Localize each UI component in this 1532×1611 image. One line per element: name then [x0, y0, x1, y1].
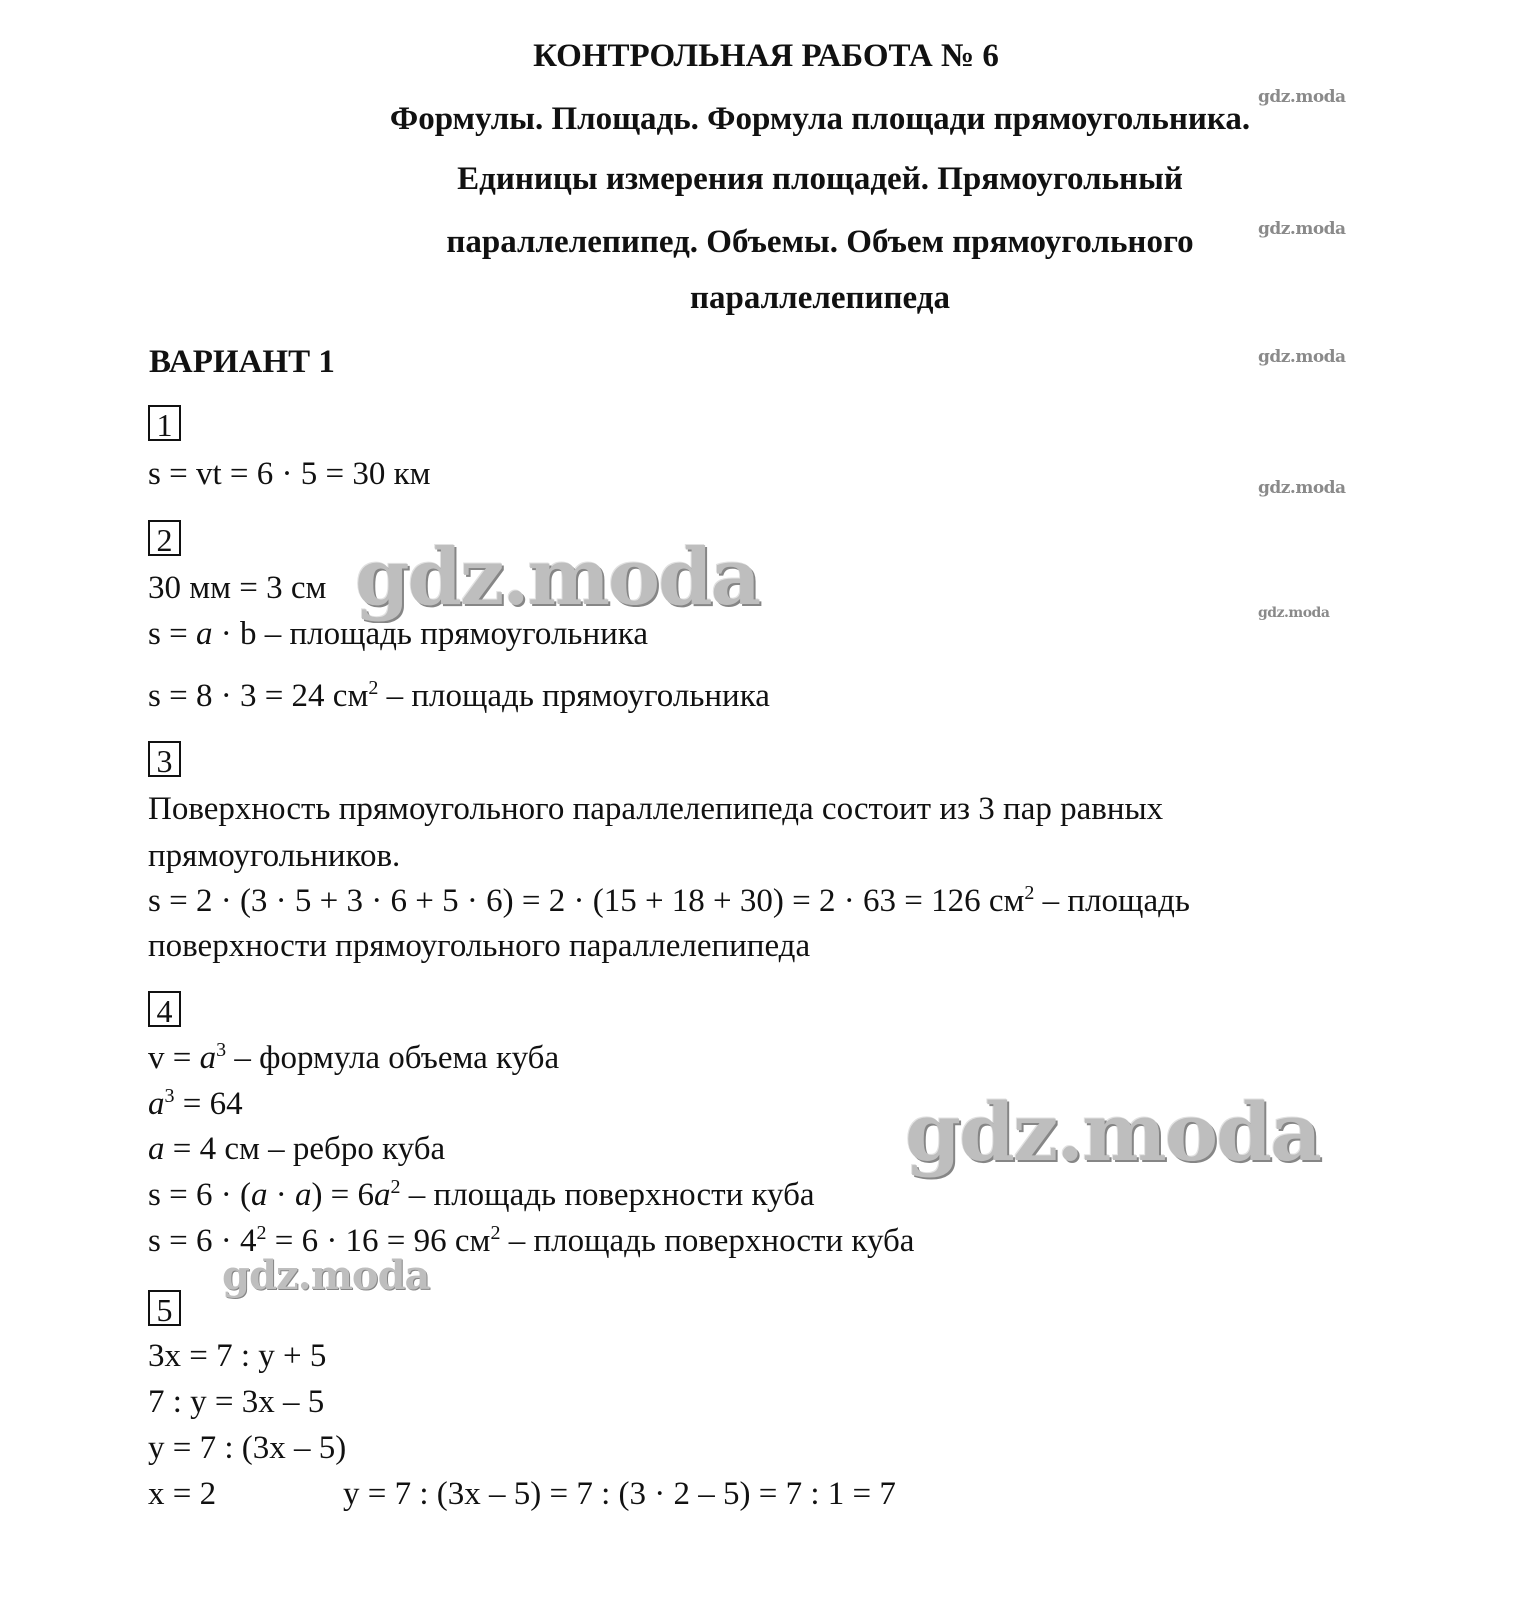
task4-line-4: $s = 6 \cdot (a \cdot a) = 6a^2$ – площадь поверхности куба — [148, 1176, 815, 1213]
task5-line-3: y = 7 : (3x – 5) — [148, 1430, 347, 1466]
task3-line-3: s = 2 · (3 · 5 + 3 · 6 + 5 · 6) = 2 · (15 + 18 + 30) = 2 · 63 = 126 $см^2$ – площадь — [148, 882, 1190, 919]
subtitle-line-4: параллелепипеда — [690, 280, 950, 316]
task1-line-1: s = vt = 6 · 5 = 30 км — [148, 456, 431, 492]
task4-line-2: $a^3 = 64$ — [148, 1085, 243, 1122]
task3-line-2: прямоугольников. — [148, 838, 401, 874]
watermark-small: gdz.moda — [1258, 219, 1346, 239]
watermark-large: gdz.moda — [355, 532, 760, 623]
task5-line-2: 7 : y = 3x – 5 — [148, 1384, 325, 1420]
document-title: КОНТРОЛЬНАЯ РАБОТА № 6 — [533, 38, 999, 74]
task3-line-4: поверхности прямоугольного параллелепипеда — [148, 928, 811, 964]
task5-line-1: 3x = 7 : y + 5 — [148, 1338, 327, 1374]
task-number-5: 5 — [148, 1290, 181, 1326]
task2-line-1: 30 мм = 3 см — [148, 570, 327, 606]
watermark-small: gdz.moda — [1258, 605, 1330, 621]
task5-line-4b: y = 7 : (3x – 5) = 7 : (3 · 2 – 5) = 7 : 1 = 7 — [343, 1476, 896, 1512]
variant-heading: ВАРИАНТ 1 — [149, 344, 335, 380]
task-number-2: 2 — [148, 520, 181, 556]
task4-line-5: $s = 6 \cdot 4^2 = 6 \cdot 16 = 96$ $см^2$ – площадь поверхности куба — [148, 1222, 915, 1259]
task-number-1: 1 — [148, 405, 181, 441]
task4-line-1: $v = a^3$ – формула объема куба — [148, 1039, 560, 1076]
watermark-small: gdz.moda — [1258, 478, 1346, 498]
task4-line-3: a = 4 см – ребро куба — [148, 1131, 446, 1167]
subtitle-line-3: параллелепипед. Объемы. Объем прямоугольного — [446, 224, 1194, 260]
task2-line-3: s = 8 · 3 = 24 $см^2$ – площадь прямоугольника — [148, 677, 770, 714]
task-number-3: 3 — [148, 741, 181, 777]
watermark-large: gdz.moda — [905, 1085, 1320, 1179]
watermark-small: gdz.moda — [1258, 87, 1346, 107]
subtitle-line-1: Формулы. Площадь. Формула площади прямоугольника. — [389, 101, 1251, 137]
task3-line-1: Поверхность прямоугольного параллелепипеда состоит из 3 пар равных — [148, 791, 1164, 827]
task5-line-4a: x = 2 — [148, 1476, 217, 1512]
watermark-small: gdz.moda — [1258, 347, 1346, 367]
watermark-medium: gdz.moda — [222, 1252, 430, 1299]
task2-line-2: s = a · b – площадь прямоугольника — [148, 616, 648, 652]
task-number-4: 4 — [148, 991, 181, 1027]
subtitle-line-2: Единицы измерения площадей. Прямоугольный — [457, 161, 1183, 197]
